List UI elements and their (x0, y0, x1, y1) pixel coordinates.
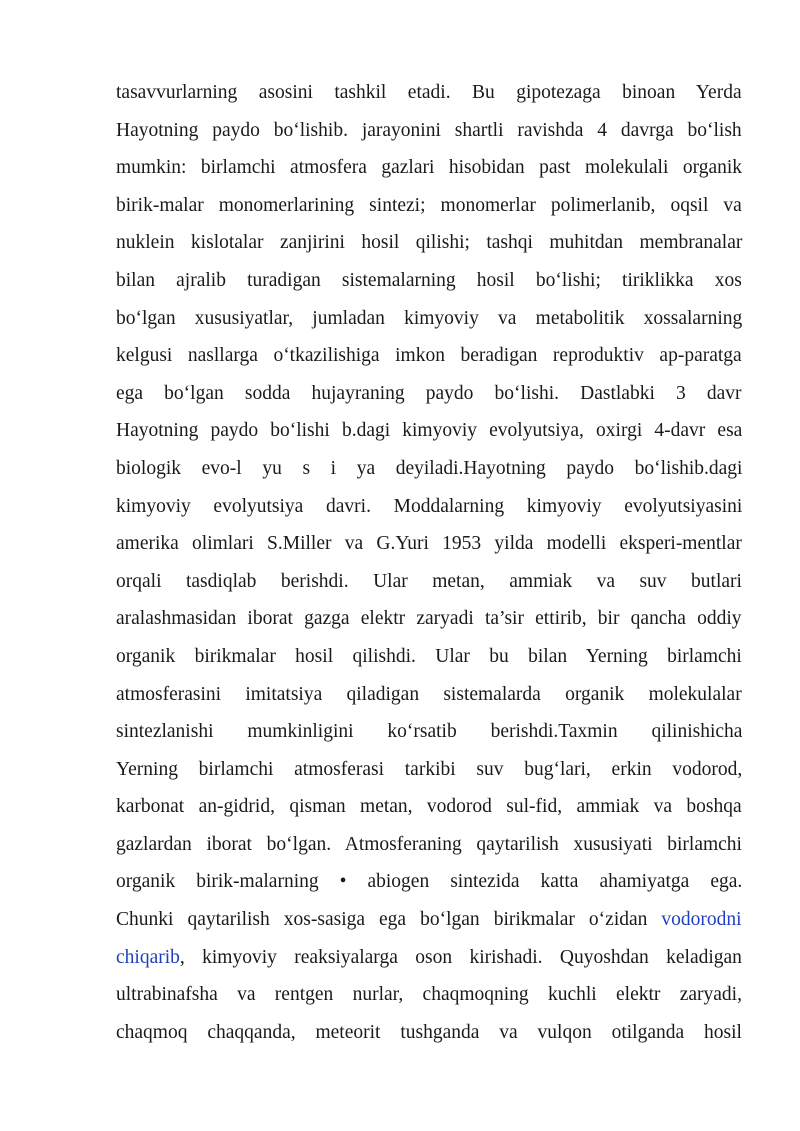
text-line: atmosferasini imitatsiya qiladigan sistemalarda organik molekulalar (116, 683, 742, 705)
text-line: kelgusi nasllarga o‘tkazilishiga imkon beradigan reproduktiv ap-paratga (116, 345, 742, 367)
text-line: Hayotning paydo bo‘lishib. jarayonini shartli ravishda 4 davrga bo‘lish (116, 119, 742, 141)
text-line-with-link (116, 939, 742, 977)
text-line: kimyoviy evolyutsiya davri. Moddalarning kimyoviy evolyutsiyasini (116, 495, 743, 517)
text-line: gazlardan iborat bo‘lgan. Atmosferaning qaytarilish xususiyati birlamchi (116, 833, 742, 855)
text-line: mumkin: birlamchi atmosfera gazlari hisobidan past molekulali organik (116, 157, 743, 179)
text-line: ega bo‘lgan sodda hujayraning paydo bo‘lishi. Dastlabki 3 davr (116, 382, 742, 404)
text-line: tasavvurlarning asosini tashkil etadi. Bu gipotezaga binoan Yerda (116, 82, 742, 103)
text-line: sintezlanishi mumkinligini ko‘rsatib berishdi.Taxmin qilinishicha (116, 721, 743, 743)
text-line: orqali tasdiqlab berishdi. Ular metan, ammiak va suv butlari (116, 570, 742, 592)
document-page (116, 74, 742, 1051)
text-line: organik birikmalar hosil qilishdi. Ular bu bilan Yerning birlamchi (116, 645, 742, 667)
text-line: biologik evo-l yu s i ya deyiladi.Hayotning paydo bo‘lishib.dagi (116, 457, 743, 479)
chiqarib-link[interactable]: chiqarib (116, 946, 180, 968)
text-line: Yerning birlamchi atmosferasi tarkibi suv bug‘lari, erkin vodorod, (116, 758, 743, 780)
vodorodni-link[interactable]: vodorodni (661, 909, 742, 931)
text-line: nuklein kislotalar zanjirini hosil qilishi; tashqi muhitdan membranalar (116, 232, 743, 254)
text-line: aralashmasidan iborat gazga elektr zaryadi ta’sir ettirib, bir qancha oddiy (116, 608, 742, 630)
line-text: Chunki qaytarilish xos-sasiga ega bo‘lgan birikmalar o‘zidan (116, 909, 662, 931)
text-line: bo‘lgan xususiyatlar, jumladan kimyoviy va metabolitik xossalarning (116, 307, 743, 329)
text-line: chaqmoq chaqqanda, meteorit tushganda va vulqon otilganda hosil (116, 1021, 742, 1043)
line-text: , kimyoviy reaksiyalarga oson kirishadi. Quyoshdan keladigan (179, 946, 742, 968)
text-line: birik-malar monomerlarining sintezi; monomerlar polimerlanib, oqsil va (116, 194, 742, 216)
text-line: amerika olimlari S.Miller va G.Yuri 1953 yilda modelli eksperi-mentlar (116, 533, 742, 555)
text-line: karbonat an-gidrid, qisman metan, vodorod sul-fid, ammiak va boshqa (116, 796, 742, 818)
text-line: ultrabinafsha va rentgen nurlar, chaqmoqning kuchli elektr zaryadi, (116, 984, 742, 1006)
text-line: organik birik-malarning • abiogen sintezida katta ahamiyatga ega. (116, 871, 743, 893)
text-line: Hayotning paydo bo‘lishi b.dagi kimyoviy evolyutsiya, oxirgi 4-davr esa (116, 420, 743, 442)
text-line: bilan ajralib turadigan sistemalarning hosil bo‘lishi; tiriklikka xos (116, 269, 742, 291)
text-line-with-link (116, 901, 742, 939)
